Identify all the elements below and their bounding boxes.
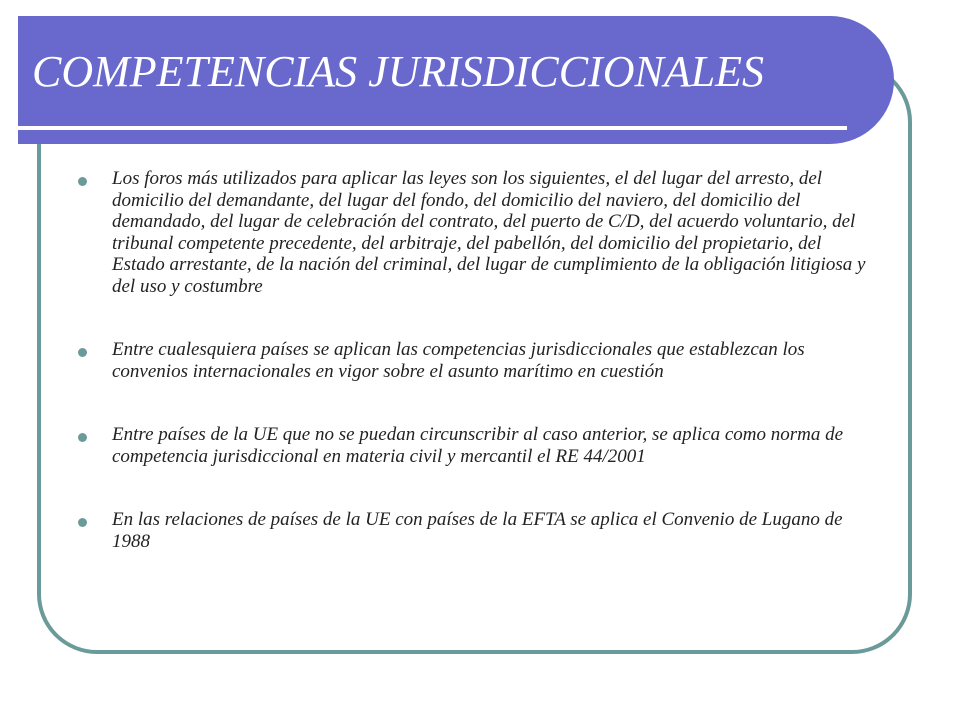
bullet-item [76, 339, 876, 382]
bullet-text: En las relaciones de países de la UE con países de la EFTA se aplica el Convenio de Lugano de 1988 [112, 509, 843, 552]
title-underline [18, 126, 847, 130]
bullet-text: Los foros más utilizados para aplicar las leyes son los siguientes, el del lugar del arresto, del domicilio del demandante, del lugar del fondo, del domicilio del naviero, del domicilio del demandado, del lugar de celebración del contrato, del puerto de C/D, del acuerdo voluntario, del tribunal competente precedente, del arbitraje, del pabellón, del domicilio del propietario, del Estado arrestante, de la nación del criminal, del lugar de cumplimiento de la obligación litigiosa y del uso y costumbre [112, 168, 866, 297]
bullet-item [76, 424, 876, 467]
bullet-list [76, 168, 876, 594]
bullet-dot-icon [78, 177, 87, 186]
bullet-dot-icon [78, 433, 87, 442]
bullet-item [76, 509, 876, 552]
bullet-dot-icon [78, 348, 87, 357]
bullet-item [76, 168, 876, 297]
bullet-dot-icon [78, 518, 87, 527]
bullet-text: Entre países de la UE que no se puedan circunscribir al caso anterior, se aplica como norma de competencia jurisdiccional en materia civil y mercantil el RE 44/2001 [112, 424, 844, 467]
bullet-text: Entre cualesquiera países se aplican las competencias jurisdiccionales que establezcan los convenios internacionales en vigor sobre el asunto marítimo en cuestión [112, 339, 805, 382]
slide-title: COMPETENCIAS JURISDICCIONALES [32, 47, 765, 96]
